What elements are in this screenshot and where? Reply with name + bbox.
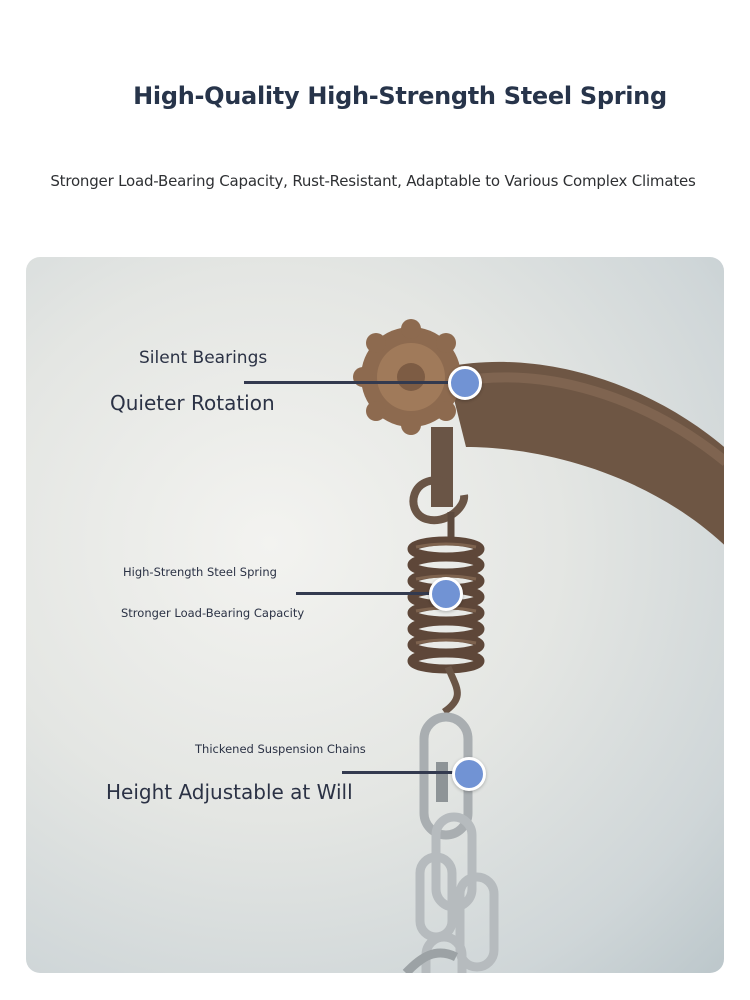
bearings-detail: Quieter Rotation [110, 391, 275, 415]
chains-marker [452, 757, 486, 791]
chains-detail: Height Adjustable at Will [106, 780, 353, 804]
spring-label: High-Strength Steel Spring [123, 565, 277, 579]
spring-marker [429, 577, 463, 611]
bearings-leader-line [244, 381, 448, 384]
bearings-label: Silent Bearings [139, 348, 268, 368]
chains-label: Thickened Suspension Chains [195, 742, 366, 756]
page-subtitle: Stronger Load-Bearing Capacity, Rust-Resistant, Adaptable to Various Complex Climates [50, 172, 696, 190]
chains-leader-line [342, 771, 454, 774]
product-photo [26, 257, 724, 973]
bearing-rod [431, 427, 453, 507]
spring-detail: Stronger Load-Bearing Capacity [121, 606, 305, 620]
lower-hook [444, 667, 457, 712]
page-title: High-Quality High-Strength Steel Spring [133, 82, 667, 110]
bearings-marker [448, 366, 482, 400]
spring-leader-line [296, 592, 430, 595]
suspension-chain-icon [420, 817, 494, 973]
